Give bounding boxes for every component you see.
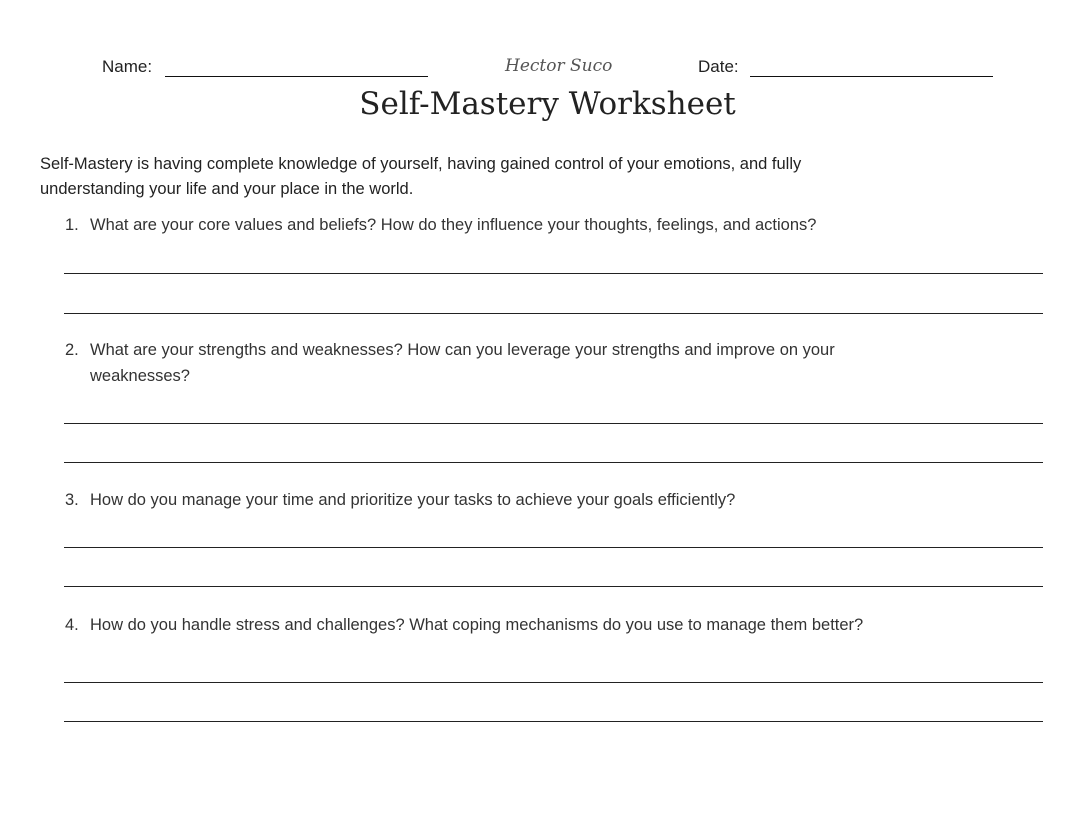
question-number: 1. — [65, 216, 79, 234]
answer-line[interactable] — [64, 682, 1043, 683]
answer-line[interactable] — [64, 721, 1043, 722]
question-text: How do you handle stress and challenges? What coping mechanisms do you use to manage them better? — [90, 616, 864, 634]
answer-line[interactable] — [64, 586, 1043, 587]
page-title: Self-Mastery Worksheet — [359, 86, 736, 122]
answer-line[interactable] — [64, 547, 1043, 548]
author-name: Hector Suco — [505, 56, 613, 76]
question-text: What are your core values and beliefs? How do they influence your thoughts, feelings, and actions? — [90, 216, 817, 234]
intro-line-1: Self-Mastery is having complete knowledge of yourself, having gained control of your emotions, and fully — [40, 155, 802, 173]
intro-line-2: understanding your life and your place in the world. — [40, 180, 414, 198]
answer-line[interactable] — [64, 273, 1043, 274]
question-number: 4. — [65, 616, 79, 634]
date-field[interactable] — [750, 76, 993, 77]
question-number: 2. — [65, 341, 79, 359]
answer-line[interactable] — [64, 313, 1043, 314]
question-text: How do you manage your time and prioritize your tasks to achieve your goals efficiently? — [90, 491, 736, 509]
question-text: weaknesses? — [90, 367, 190, 385]
question-number: 3. — [65, 491, 79, 509]
name-field[interactable] — [165, 76, 428, 77]
name-label: Name: — [102, 57, 153, 76]
question-text: What are your strengths and weaknesses? How can you leverage your strengths and improve on your — [90, 341, 835, 359]
answer-line[interactable] — [64, 462, 1043, 463]
date-label: Date: — [698, 57, 739, 76]
answer-line[interactable] — [64, 423, 1043, 424]
